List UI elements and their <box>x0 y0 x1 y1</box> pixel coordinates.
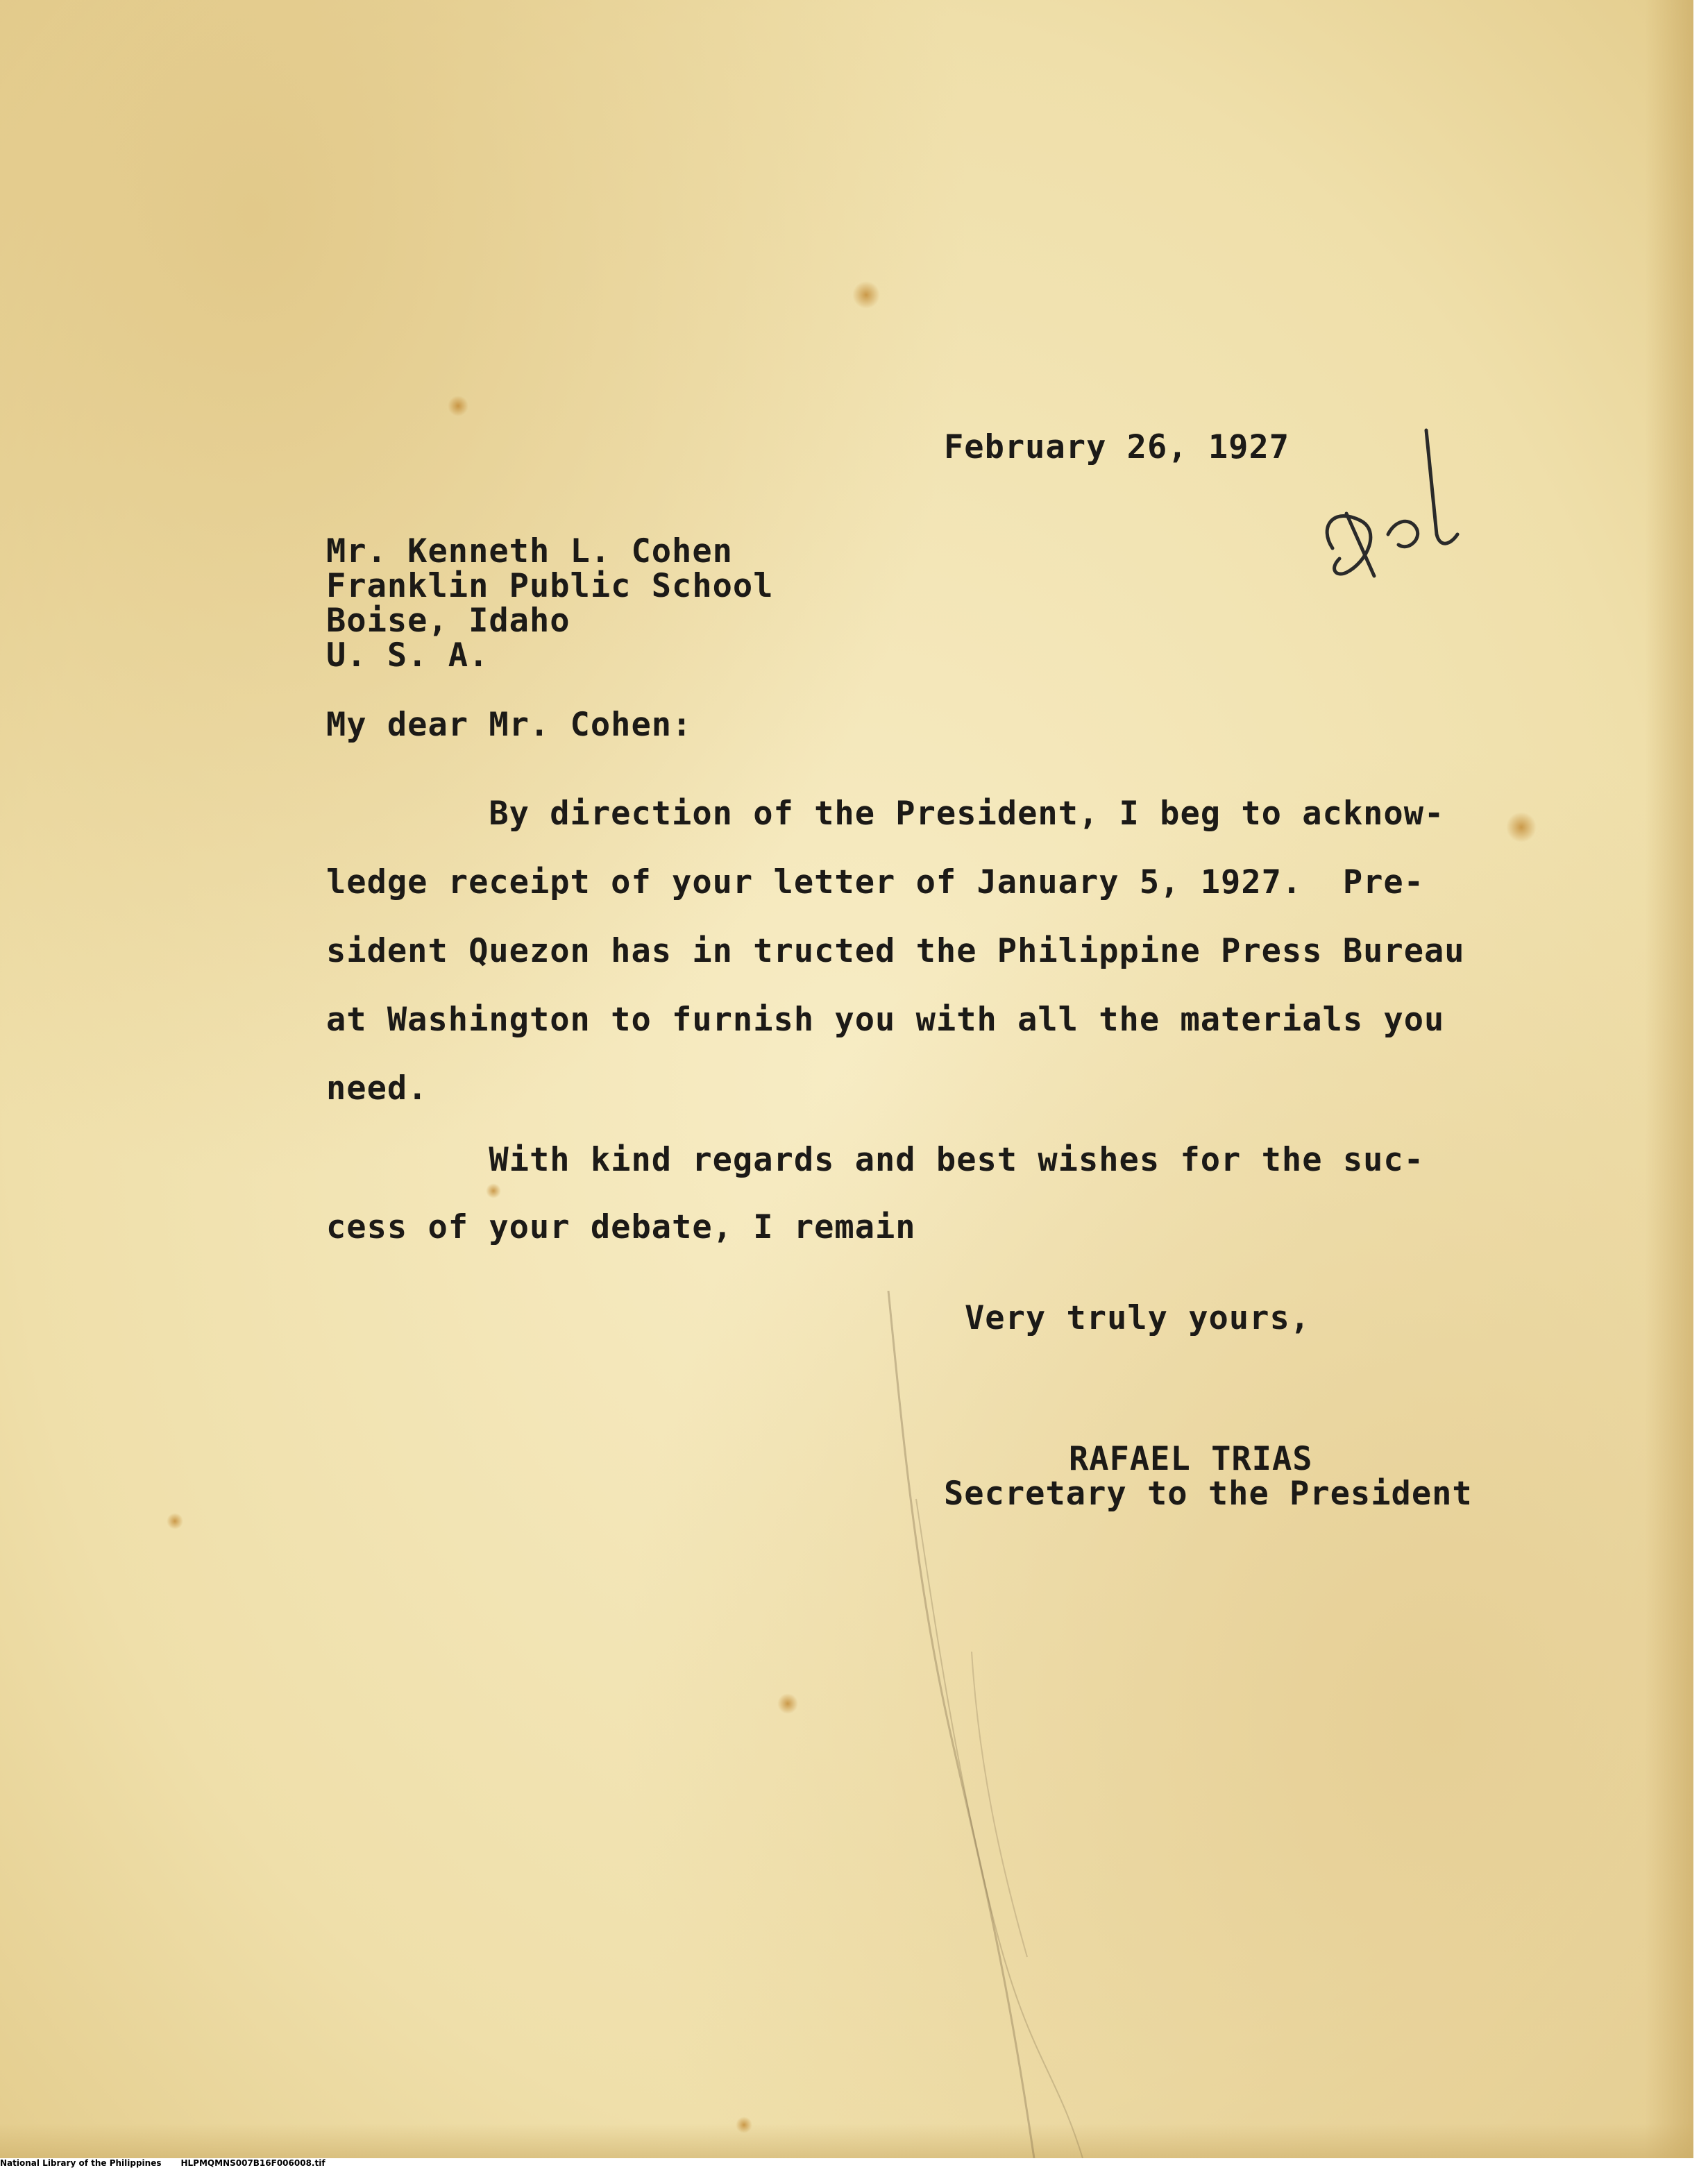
letter-date: February 26, 1927 <box>944 428 1290 466</box>
footer-file-name: HLPMQMNS007B16F006008.tif <box>180 2158 325 2168</box>
paper-stain <box>167 1513 183 1529</box>
body-line: at Washington to furnish you with all the materials you <box>326 1001 1445 1039</box>
paper-stain <box>1506 812 1537 842</box>
recipient-organization: Franklin Public School <box>326 567 774 605</box>
body-line: With kind regards and best wishes for the suc- <box>326 1141 1425 1179</box>
body-line: sident Quezon has in tructed the Philippine Press Bureau <box>326 932 1465 970</box>
paper-stain <box>736 2117 752 2133</box>
body-line: cess of your debate, I remain <box>326 1208 916 1246</box>
body-line: By direction of the President, I beg to acknow- <box>326 795 1445 833</box>
complimentary-closing: Very truly yours, <box>965 1299 1311 1337</box>
paper-stain <box>777 1693 798 1714</box>
body-line: ledge receipt of your letter of January 5, 1927. Pre- <box>326 863 1425 901</box>
footer-institution: National Library of the Philippines <box>0 2158 162 2168</box>
scan-footer-label <box>0 2158 325 2168</box>
signer-title: Secretary to the President <box>944 1475 1473 1513</box>
paper-stain <box>448 396 468 416</box>
recipient-name: Mr. Kenneth L. Cohen <box>326 532 733 570</box>
recipient-address-block <box>326 534 774 673</box>
body-paragraph-1 <box>326 779 1465 1123</box>
salutation: My dear Mr. Cohen: <box>326 706 693 744</box>
handwritten-pd-mark <box>1305 402 1485 611</box>
paper-edge-shadow-right <box>1645 0 1693 2158</box>
recipient-country: U. S. A. <box>326 636 489 675</box>
paper-edge-shadow-bottom <box>0 2124 1693 2158</box>
recipient-city: Boise, Idaho <box>326 602 570 640</box>
paper-crease-lines <box>874 1291 1152 2158</box>
body-line: need. <box>326 1069 428 1108</box>
signer-name: RAFAEL TRIAS <box>1069 1440 1313 1478</box>
paper-stain <box>852 281 880 309</box>
body-paragraph-2 <box>326 1126 1424 1261</box>
